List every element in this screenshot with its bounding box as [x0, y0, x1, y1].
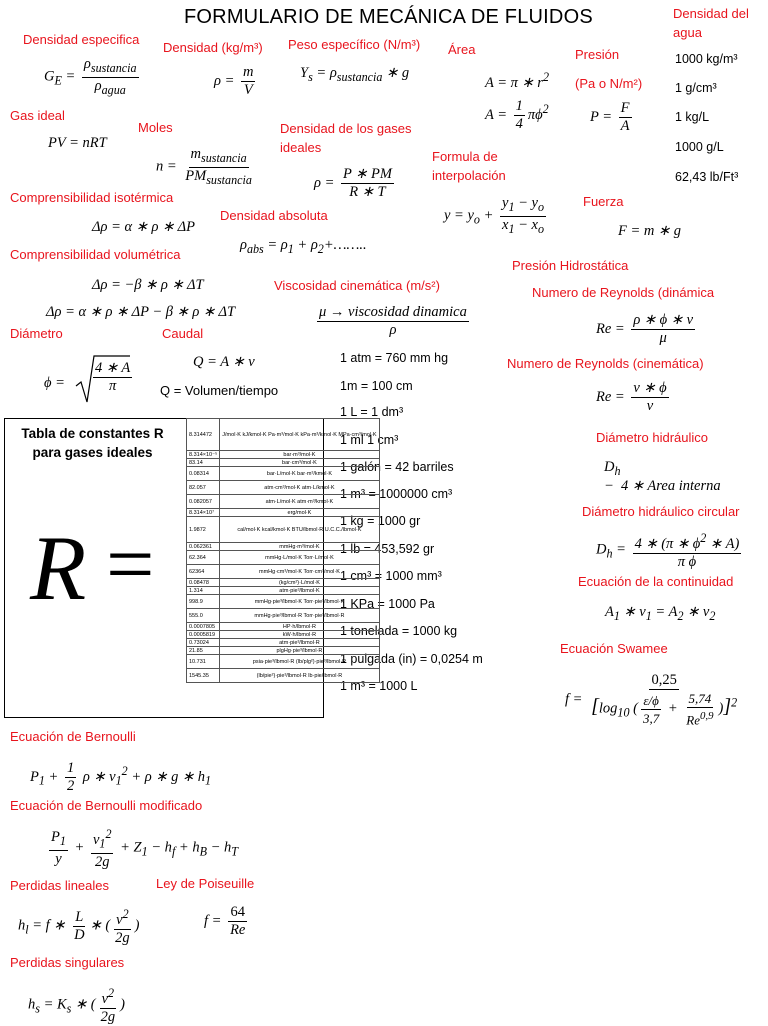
table-row	[187, 495, 380, 509]
conversion-6: 1 m³ = 1000000 cm³	[340, 487, 453, 501]
formula-presion: P = $\frac{F}{A}$	[590, 100, 630, 134]
r-units: J/mol·K kJ/kmol·K Pa·m³/mol·K kPa·m³/kmol·K MPa·cm³/mol·K	[220, 419, 379, 451]
table-row	[187, 565, 380, 579]
r-units: (lb/pie²)·pie³/lbmol·R lb·pie/lbmol·R	[220, 669, 379, 683]
r-units: kW·h/lbmol·R	[220, 631, 379, 639]
water-density-1: 1000 kg/m³	[675, 52, 738, 66]
r-units: bar·L/mol·K bar·m³/kmol·K	[220, 467, 379, 481]
label-perdidas-singulares: Perdidas singulares	[10, 955, 125, 970]
r-value: 1545.35	[187, 669, 220, 683]
label-densidad-especifica: Densidad especifica	[23, 32, 140, 47]
label-peso-especifico: Peso específico (N/m³)	[288, 37, 421, 52]
r-value: 83.14	[187, 459, 220, 467]
formula-swamee: f = 0,25 [$\log_{10}$ ( $\frac{\varepsilon/\phi}{3,7}$ + $\frac{5,74}{Re^{0,9}}$ )]$^2$	[565, 672, 738, 728]
r-value: 82.057	[187, 481, 220, 495]
r-units: atm·pie³/lbmol·K	[220, 587, 379, 595]
table-row	[187, 609, 380, 623]
water-density-5: 62,43 lb/Ft³	[675, 170, 739, 184]
formula-diametro-lhs: ϕ =	[44, 375, 65, 391]
r-units: mmHg·m³/mol·K	[220, 543, 379, 551]
r-symbol: R	[30, 517, 87, 619]
table-row	[187, 669, 380, 683]
formula-densidad-especifica: $G_E$ = $\frac{\rho_{sustancia}}{\rho_{agua}}$	[44, 56, 137, 97]
r-equals: =	[106, 516, 155, 612]
table-row	[187, 459, 380, 467]
table-row	[187, 481, 380, 495]
formula-comp-volumetrica-2: Δρ = α ∗ ρ ∗ ΔP − β ∗ ρ ∗ ΔT	[46, 304, 236, 320]
formula-diametro-hidraulico: − 4 ∗ Area interna	[604, 478, 721, 494]
label-densidad-agua: Densidad del agua	[673, 6, 749, 40]
formula-reynolds-cinematica: Re = $\frac{v ∗ \phi}{\nu}$	[596, 380, 667, 414]
formula-diametro-hidraulico-circular: $D_h$ = $\frac{4 ∗ (\pi ∗ \phi^2 ∗ A)}{\text{π ϕ}}$	[596, 531, 740, 570]
formula-diametro-radicand: $\frac{4 ∗ A}{\pi}$	[95, 360, 131, 394]
label-densidad: Densidad (kg/m³)	[163, 40, 263, 55]
label-presion-unidad: (Pa o N/m²)	[575, 76, 643, 91]
label-presion-hidrostatica: Presión Hidrostática	[512, 258, 629, 273]
r-units: mmHg·cm³/mol·K Torr·cm³/mol·K	[220, 565, 379, 579]
formula-area-1: A = π ∗ $r^2$	[485, 70, 549, 91]
r-value: 0.73024	[187, 639, 220, 647]
r-units: plgHg·pie³/lbmol·R	[220, 647, 379, 655]
label-perdidas-lineales: Perdidas lineales	[10, 878, 110, 893]
conversion-12: 1 pulgada (in) = 0,0254 m	[340, 652, 483, 666]
label-reynolds-cinematica: Numero de Reynolds (cinemática)	[507, 356, 704, 371]
r-value: 8.314472	[187, 419, 220, 451]
r-units: erg/mol·K	[220, 509, 379, 517]
label-fuerza: Fuerza	[583, 194, 624, 209]
label-densidad-absoluta: Densidad absoluta	[220, 208, 328, 223]
table-row	[187, 623, 380, 631]
r-value: 555.0	[187, 609, 220, 623]
r-value: 0.082057	[187, 495, 220, 509]
r-units: atm·pie³/lbmol·R	[220, 639, 379, 647]
formula-caudal: Q = A ∗ v	[193, 354, 255, 370]
r-table-title: Tabla de constantes R para gases ideales	[21, 426, 164, 460]
table-row	[187, 639, 380, 647]
table-row	[187, 551, 380, 565]
r-units: mmHg·pie³/lbmol·R Torr·pie³/lbmol·R	[220, 609, 379, 623]
water-density-2: 1 g/cm³	[675, 81, 717, 95]
r-units: bar·cm³/mol·K	[220, 459, 379, 467]
conversion-8: 1 lb = 453,592 gr	[340, 542, 435, 556]
formula-gas-ideal: PV = nRT	[48, 135, 107, 151]
formula-peso-especifico: $Y_s = \rho_{sustancia}$ ∗ g	[300, 65, 410, 84]
formula-perdidas-singulares: $h_s = K_s$ ∗ ( $\frac{v^2}{2g}$ )	[28, 986, 125, 1025]
formula-reynolds-dinamica: Re = $\frac{\rho ∗ \phi ∗ v}{\mu}$	[596, 312, 694, 346]
conversion-13: 1 m³ = 1000 L	[340, 679, 418, 693]
table-row	[187, 595, 380, 609]
label-continuidad: Ecuación de la continuidad	[578, 574, 734, 589]
label-comp-isotermica: Comprensibilidad isotérmica	[10, 190, 174, 205]
formula-bernoulli-mod: $\frac{P_1}{y}$ + $\frac{v_1^2}{2g}$ + $Z_1 - h_f + h_B - h_T$	[51, 827, 238, 870]
label-diametro: Diámetro	[10, 326, 63, 341]
r-units: atm·L/mol·K atm·m³/kmol·K	[220, 495, 379, 509]
conversion-3: 1 L = 1 dm³	[340, 405, 404, 419]
table-row	[187, 419, 380, 451]
r-value: 8.314×10⁷	[187, 509, 220, 517]
r-units: HP·h/lbmol·R	[220, 623, 379, 631]
table-row	[187, 647, 380, 655]
conversion-9: 1 cm³ = 1000 mm³	[340, 569, 442, 583]
r-value: 0.08478	[187, 579, 220, 587]
r-constants-table	[186, 418, 380, 683]
label-area: Área	[448, 42, 476, 57]
table-row	[187, 467, 380, 481]
label-diametro-hidraulico-circular: Diámetro hidráulico circular	[582, 504, 740, 519]
conversion-7: 1 kg = 1000 gr	[340, 514, 421, 528]
formula-densidad-absoluta: $\rho_{abs} = \rho_1$ + $\rho_2+\dots\dots$..	[240, 237, 367, 256]
r-value: 21.85	[187, 647, 220, 655]
water-density-4: 1000 g/L	[675, 140, 724, 154]
r-value: 0.0005819	[187, 631, 220, 639]
r-units: cal/mol·K kcal/kmol·K BTU/lbmol·R U.C.C./lbmol·K	[220, 517, 379, 543]
r-value: 0.0007805	[187, 623, 220, 631]
table-row	[187, 517, 380, 543]
r-value: 998.9	[187, 595, 220, 609]
label-swamee: Ecuación Swamee	[560, 641, 668, 656]
conversion-10: 1 KPa = 1000 Pa	[340, 597, 435, 611]
label-densidad-gases: Densidad de los gases ideales	[280, 121, 412, 155]
table-row	[187, 509, 380, 517]
table-row	[187, 587, 380, 595]
r-value: 62364	[187, 565, 220, 579]
formula-dh-symbol: $D_h$	[604, 459, 621, 478]
formula-moles: n = $\frac{m_{sustancia}}{PM_{sustancia}}$	[156, 146, 252, 187]
r-value: 62.364	[187, 551, 220, 565]
label-comp-volumetrica: Comprensibilidad volumétrica	[10, 247, 181, 262]
r-units: mmHg·L/mol·K Torr·L/mol·K	[220, 551, 379, 565]
label-interpolacion: Formula de interpolación	[432, 149, 506, 183]
label-gas-ideal: Gas ideal	[10, 108, 65, 123]
formula-poiseuille: f = $\frac{64}{Re}$	[204, 904, 246, 938]
r-units: (kg/cm²)·L/mol·K	[220, 579, 379, 587]
label-bernoulli-mod: Ecuación de Bernoulli modificado	[10, 798, 203, 813]
formula-perdidas-lineales: $h_l = f$ ∗ $\frac{L}{D}$ ∗ ( $\frac{v^2}{2g}$ )	[18, 907, 140, 946]
conversion-5: 1 galón = 42 barriles	[340, 460, 454, 474]
label-diametro-hidraulico: Diámetro hidráulico	[596, 430, 708, 445]
r-value: 8.314×10⁻⁵	[187, 451, 220, 459]
caudal-text: Q = Volumen/tiempo	[160, 383, 279, 398]
formula-viscosidad: $\frac{\text{μ → viscosidad dinamica}}{\rho}$	[319, 304, 467, 338]
formula-area-2: A = $\frac{1}{4}$ $\pi\phi^2$	[485, 98, 549, 132]
label-poiseuille: Ley de Poiseuille	[156, 876, 255, 891]
formula-continuidad: $A_1$ ∗ $v_1 = A_2$ ∗ $v_2$	[605, 604, 716, 623]
r-units: bar·m³/mol·K	[220, 451, 379, 459]
r-value: 1.9872	[187, 517, 220, 543]
label-bernoulli: Ecuación de Bernoulli	[10, 729, 136, 744]
formula-bernoulli: $P_1$ + $\frac{1}{2}$ ρ ∗ $v_1^2 + \rho$ ∗ g ∗ $h_1$	[30, 760, 212, 794]
r-value: 10.731	[187, 655, 220, 669]
formula-comp-isotermica: Δρ = α ∗ ρ ∗ ΔP	[92, 219, 195, 235]
label-reynolds-dinamica: Numero de Reynolds (dinámica	[532, 285, 715, 300]
r-value: 0.062361	[187, 543, 220, 551]
table-row	[187, 451, 380, 459]
conversion-2: 1m = 100 cm	[340, 379, 413, 393]
page-title: FORMULARIO DE MECÁNICA DE FLUIDOS	[184, 6, 593, 28]
table-row	[187, 579, 380, 587]
formula-fuerza: F = m ∗ g	[618, 223, 682, 239]
conversion-4: 1 ml 1 cm³	[340, 433, 399, 447]
formula-comp-volumetrica-1: Δρ = −β ∗ ρ ∗ ΔT	[92, 277, 204, 293]
r-value: 0.08314	[187, 467, 220, 481]
conversion-1: 1 atm = 760 mm hg	[340, 351, 449, 365]
r-units: mmHg·pie³/lbmol·K Torr·pie³/lbmol·K	[220, 595, 379, 609]
conversion-11: 1 tonelada = 1000 kg	[340, 624, 458, 638]
label-caudal: Caudal	[162, 326, 204, 341]
r-units: atm·cm³/mol·K atm·L/kmol·K	[220, 481, 379, 495]
formula-densidad-gases: ρ = $\frac{P ∗ PM}{R ∗ T}$	[314, 166, 392, 200]
formula-densidad: ρ = $\frac{m}{V}$	[214, 64, 254, 98]
label-moles: Moles	[138, 120, 173, 135]
r-value: 1.314	[187, 587, 220, 595]
r-units: psia·pie³/lbmol·R (lb/plg²)·pie³/lbmol·R	[220, 655, 379, 669]
table-row	[187, 655, 380, 669]
label-presion: Presión	[575, 47, 620, 62]
table-row	[187, 543, 380, 551]
water-density-3: 1 kg/L	[675, 110, 710, 124]
table-row	[187, 631, 380, 639]
label-viscosidad-cinematica: Viscosidad cinemática (m/s²)	[274, 278, 440, 293]
formula-interpolacion: $y = y_o$ + $\frac{y_1 - y_o}{x_1 - x_o}$	[444, 195, 545, 236]
